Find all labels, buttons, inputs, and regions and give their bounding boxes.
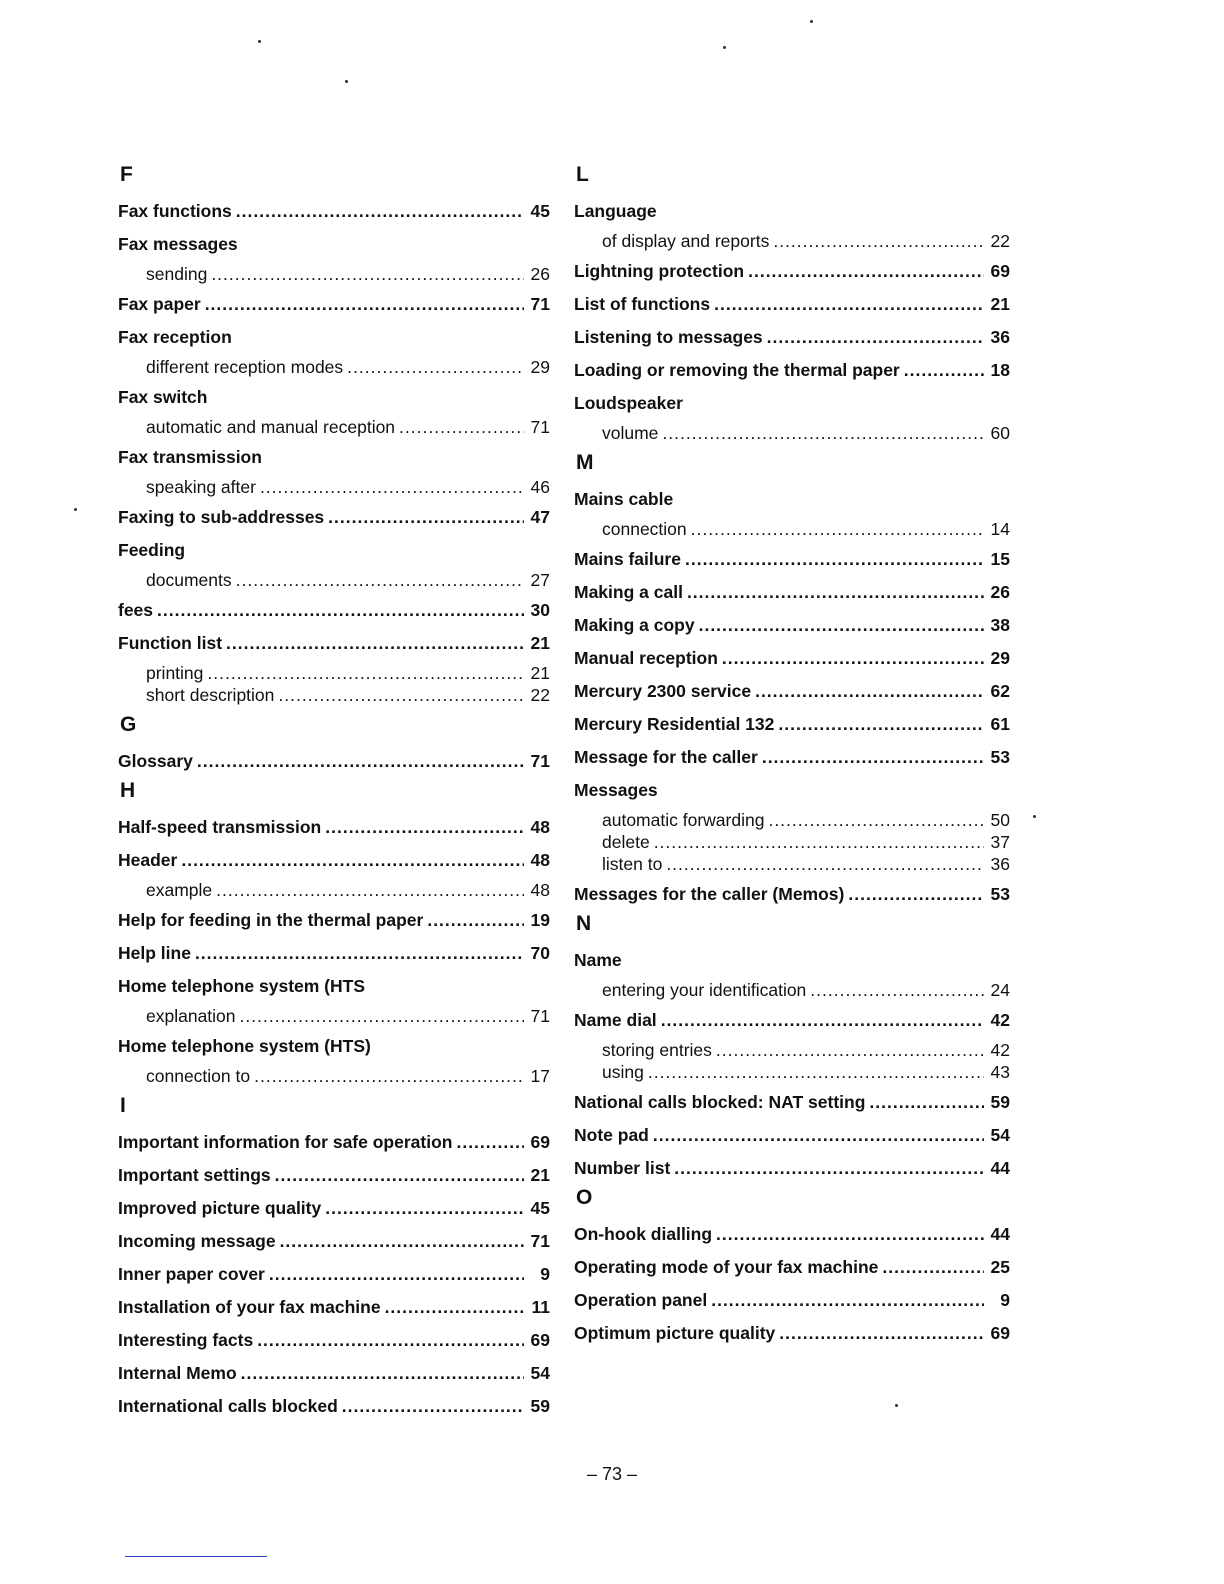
index-entry: Number list ..... 44 <box>574 1157 1010 1179</box>
index-entry: Messages for the caller (Memos) ..... 53 <box>574 883 1010 905</box>
index-entry: Manual reception ..... 29 <box>574 647 1010 669</box>
scan-speck <box>258 40 261 43</box>
index-entry: Feeding <box>118 540 186 560</box>
index-entry: Listening to messages ..... 36 <box>574 326 1010 348</box>
index-subentry: entering your identification ..... 24 <box>574 979 1010 1001</box>
scan-speck <box>723 46 726 49</box>
index-subentry: volume ..... 60 <box>574 422 1010 444</box>
index-entry: Help for feeding in the thermal paper ..... 19 <box>118 909 550 931</box>
index-entry: Language <box>574 201 657 221</box>
section-letter-m: M <box>576 451 594 474</box>
index-subentry: of display and reports ..... 22 <box>574 230 1010 252</box>
index-subentry: example ..... 48 <box>118 879 550 901</box>
section-letter-f: F <box>120 163 133 186</box>
index-entry: Home telephone system (HTS <box>118 976 365 996</box>
index-subentry: sending ..... 26 <box>118 263 550 285</box>
index-subentry: automatic forwarding ..... 50 <box>574 809 1010 831</box>
scan-speck <box>1033 815 1036 818</box>
index-entry: Fax paper ..... 71 <box>118 293 550 315</box>
index-entry: Header ..... 48 <box>118 849 550 871</box>
index-entry: On-hook dialling ..... 44 <box>574 1223 1010 1245</box>
scan-speck <box>74 508 77 511</box>
index-subentry: printing ..... 21 <box>118 662 550 684</box>
index-entry: Message for the caller ..... 53 <box>574 746 1010 768</box>
index-entry: Half-speed transmission ..... 48 <box>118 816 550 838</box>
section-letter-n: N <box>576 912 592 935</box>
index-entry: Mains cable <box>574 489 674 509</box>
section-letter-l: L <box>576 163 589 186</box>
index-subentry: documents ..... 27 <box>118 569 550 591</box>
index-entry: Glossary ..... 71 <box>118 750 550 772</box>
index-entry: Function list ..... 21 <box>118 632 550 654</box>
index-entry: International calls blocked ..... 59 <box>118 1395 550 1417</box>
index-entry: Improved picture quality ..... 45 <box>118 1197 550 1219</box>
scan-speck <box>345 80 348 83</box>
index-entry: Internal Memo ..... 54 <box>118 1362 550 1384</box>
index-entry: Faxing to sub-addresses ..... 47 <box>118 506 550 528</box>
index-entry: Optimum picture quality ..... 69 <box>574 1322 1010 1344</box>
index-entry: Messages <box>574 780 658 800</box>
index-subentry: connection ..... 14 <box>574 518 1010 540</box>
page-number: – 73 – <box>586 1464 638 1484</box>
index-entry: Loading or removing the thermal paper ..... 18 <box>574 359 1010 381</box>
index-entry: Incoming message ..... 71 <box>118 1230 550 1252</box>
section-letter-g: G <box>120 713 137 736</box>
index-entry: Installation of your fax machine ..... 11 <box>118 1296 550 1318</box>
index-entry: Mains failure ..... 15 <box>574 548 1010 570</box>
index-entry: Note pad ..... 54 <box>574 1124 1010 1146</box>
index-entry: Interesting facts ..... 69 <box>118 1329 550 1351</box>
index-entry: Fax switch <box>118 387 208 407</box>
index-entry: Name <box>574 950 622 970</box>
index-entry: Lightning protection ..... 69 <box>574 260 1010 282</box>
index-entry: Important settings ..... 21 <box>118 1164 550 1186</box>
index-entry: Fax transmission <box>118 447 262 467</box>
index-subentry: speaking after ..... 46 <box>118 476 550 498</box>
index-subentry: listen to ..... 36 <box>574 853 1010 875</box>
section-letter-h: H <box>120 779 136 802</box>
index-subentry: explanation ..... 71 <box>118 1005 550 1027</box>
index-subentry: using ..... 43 <box>574 1061 1010 1083</box>
index-subentry: delete ..... 37 <box>574 831 1010 853</box>
index-entry: Operating mode of your fax machine ..... 25 <box>574 1256 1010 1278</box>
index-entry: Loudspeaker <box>574 393 683 413</box>
index-entry: Home telephone system (HTS) <box>118 1036 371 1056</box>
index-entry: National calls blocked: NAT setting ..... 59 <box>574 1091 1010 1113</box>
index-entry: Inner paper cover ..... 9 <box>118 1263 550 1285</box>
index-subentry: storing entries ..... 42 <box>574 1039 1010 1061</box>
index-entry: Fax functions ..... 45 <box>118 200 550 222</box>
index-entry: Name dial ..... 42 <box>574 1009 1010 1031</box>
index-entry: Fax messages <box>118 234 238 254</box>
index-column-right <box>574 156 1010 1344</box>
index-subentry: automatic and manual reception ..... 71 <box>118 416 550 438</box>
section-letter-o: O <box>576 1186 593 1209</box>
scan-speck <box>810 20 813 23</box>
index-subentry: connection to ..... 17 <box>118 1065 550 1087</box>
index-subentry: short description ..... 22 <box>118 684 550 706</box>
scan-line <box>125 1556 267 1557</box>
index-entry: Making a copy ..... 38 <box>574 614 1010 636</box>
index-entry: Mercury Residential 132 ..... 61 <box>574 713 1010 735</box>
index-entry: Fax reception <box>118 327 232 347</box>
index-entry: Help line ..... 70 <box>118 942 550 964</box>
section-letter-i: I <box>120 1094 126 1117</box>
index-entry: Important information for safe operation ..... 69 <box>118 1131 550 1153</box>
index-column-left <box>118 156 550 1417</box>
index-subentry: different reception modes ..... 29 <box>118 356 550 378</box>
index-entry: Mercury 2300 service ..... 62 <box>574 680 1010 702</box>
index-entry: List of functions ..... 21 <box>574 293 1010 315</box>
index-entry: Making a call ..... 26 <box>574 581 1010 603</box>
index-entry: Operation panel ..... 9 <box>574 1289 1010 1311</box>
scan-speck <box>895 1404 898 1407</box>
index-entry: fees ..... 30 <box>118 599 550 621</box>
